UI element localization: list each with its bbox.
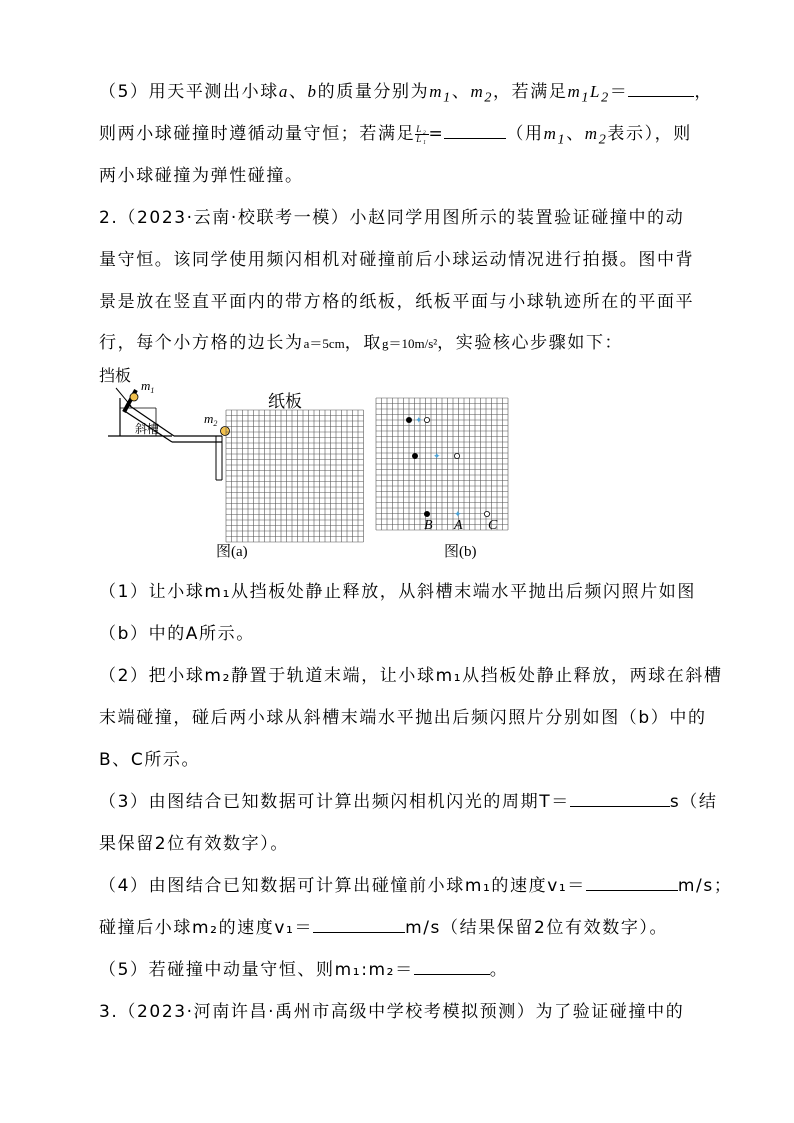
v2-answer-blank[interactable]: [313, 917, 405, 933]
text: 的质量分别为: [317, 82, 430, 102]
position-B-point: [424, 511, 429, 516]
paper-board-grid: [226, 410, 364, 542]
flash-photo-grid: [376, 398, 508, 533]
side-length-value: a＝5cm: [303, 336, 345, 351]
q2-line2: 量守恒。该同学使用频闪相机对碰撞前后小球运动情况进行拍摄。图中背: [99, 250, 695, 270]
m2-label: $m_2$: [204, 411, 218, 428]
q2-line4: [99, 331, 623, 356]
m1-symbol: $m_1$: [543, 124, 567, 148]
text: ，若满足: [493, 82, 568, 102]
step4-line1: [99, 874, 732, 898]
text: 、: [451, 82, 471, 102]
text: （4）由图结合已知数据可计算出碰憧前小球m₁的速度v₁＝: [99, 876, 586, 896]
step2-line1: （2）把小球m₂静置于轨道末端，让小球m₁从挡板处静止释放，两球在斜槽: [99, 666, 723, 686]
position-C-point: [454, 453, 459, 458]
q3-line1: 3.（2023·河南许昌·禹州市高级中学校考模拟预测）为了验证碰撞中的: [99, 1002, 685, 1022]
position-A-marker: ✦: [454, 509, 462, 519]
m1-symbol: $m_1$: [429, 82, 452, 106]
step3-line1: [99, 790, 717, 814]
text: 表示），则: [607, 124, 692, 144]
text: 、: [288, 82, 308, 102]
var-b: b: [307, 82, 318, 101]
fraction-L2-L1: $\frac{\text{L₂}}{\text{L₁}}$: [416, 123, 428, 144]
text: ，实验核心步骤如下：: [437, 333, 624, 353]
board-label: 纸板: [268, 392, 302, 411]
q1-part5-line3: 两小球碰撞为弹性碰撞。: [99, 166, 304, 186]
q2-line1: 2.（2023·云南·校联考一模）小赵同学用图所示的装置验证碰撞中的动: [99, 208, 685, 228]
position-A-marker: ✦: [415, 415, 423, 425]
step1-line1: （1）让小球m₁从挡板处静止释放，从斜槽末端水平抛出后频闪照片如图: [99, 582, 696, 602]
q1-part5-line1: [99, 80, 713, 109]
step4-line2: [99, 916, 668, 940]
text: （5）若碰撞中动量守恒、则m₁:m₂＝: [99, 960, 414, 980]
step1-line2: （b）中的A所示。: [99, 624, 255, 644]
answer-blank[interactable]: [444, 123, 506, 139]
answer-blank[interactable]: [628, 81, 694, 97]
ball-m1: [130, 393, 138, 401]
text: 则两小球碰撞时遵循动量守恒；若满足: [99, 124, 416, 144]
text: =: [428, 124, 445, 144]
text: ，: [694, 82, 713, 102]
label-C: C: [488, 518, 498, 533]
caption-b: 图(b): [444, 544, 477, 560]
step5-line: [99, 958, 508, 982]
m2-symbol: $m_2$: [584, 124, 608, 148]
position-B-point: [406, 417, 411, 422]
gravity-value: g＝10m/s²: [381, 336, 438, 351]
position-C-point: [484, 511, 489, 516]
expr-m1L2: $m_1L_2$: [567, 82, 610, 106]
text: ，取: [344, 333, 382, 353]
baffle-label: 挡板: [99, 368, 132, 385]
position-C-point: [424, 417, 429, 422]
v1-answer-blank[interactable]: [586, 875, 678, 891]
q1-part5-line2: [99, 122, 692, 151]
position-A-marker: ✦: [433, 451, 441, 461]
step3-line2: 果保留2位有效数字）。: [99, 834, 289, 854]
experiment-figure: [96, 360, 526, 565]
label-B: B: [424, 518, 433, 533]
text: m/s（结果保留2位有效数字）。: [405, 918, 669, 938]
text: 行，每个小方格的边长为: [99, 333, 304, 353]
ball-m2: [221, 427, 230, 436]
text: （5）用天平测出小球: [99, 82, 279, 102]
text: 。: [489, 960, 509, 980]
q2-line3: 景是放在竖直平面内的带方格的纸板，纸板平面与小球轨迹所在的平面平: [99, 292, 695, 312]
mass-ratio-answer-blank[interactable]: [414, 959, 490, 975]
text: ＝: [609, 82, 629, 102]
text: （用: [506, 124, 544, 144]
m1-label: $m_1$: [141, 378, 155, 395]
step2-line2: 末端碰撞，碰后两小球从斜槽末端水平抛出后频闪照片分别如图（b）中的: [99, 708, 707, 728]
position-B-point: [412, 453, 417, 458]
step2-line3: B、C所示。: [99, 750, 201, 770]
m2-symbol: $m_2$: [470, 82, 494, 106]
var-a: a: [278, 82, 289, 101]
text: 碰撞后小球m₂的速度v₁＝: [99, 918, 314, 938]
period-answer-blank[interactable]: [570, 791, 670, 807]
text: m/s；: [677, 876, 733, 896]
text: 、: [566, 124, 585, 144]
label-A: A: [454, 518, 463, 533]
text: s（结: [669, 792, 718, 812]
chute-label: 斜槽: [135, 422, 160, 436]
caption-a: 图(a): [216, 544, 248, 560]
text: （3）由图结合已知数据可计算出频闪相机闪光的周期T＝: [99, 792, 570, 812]
